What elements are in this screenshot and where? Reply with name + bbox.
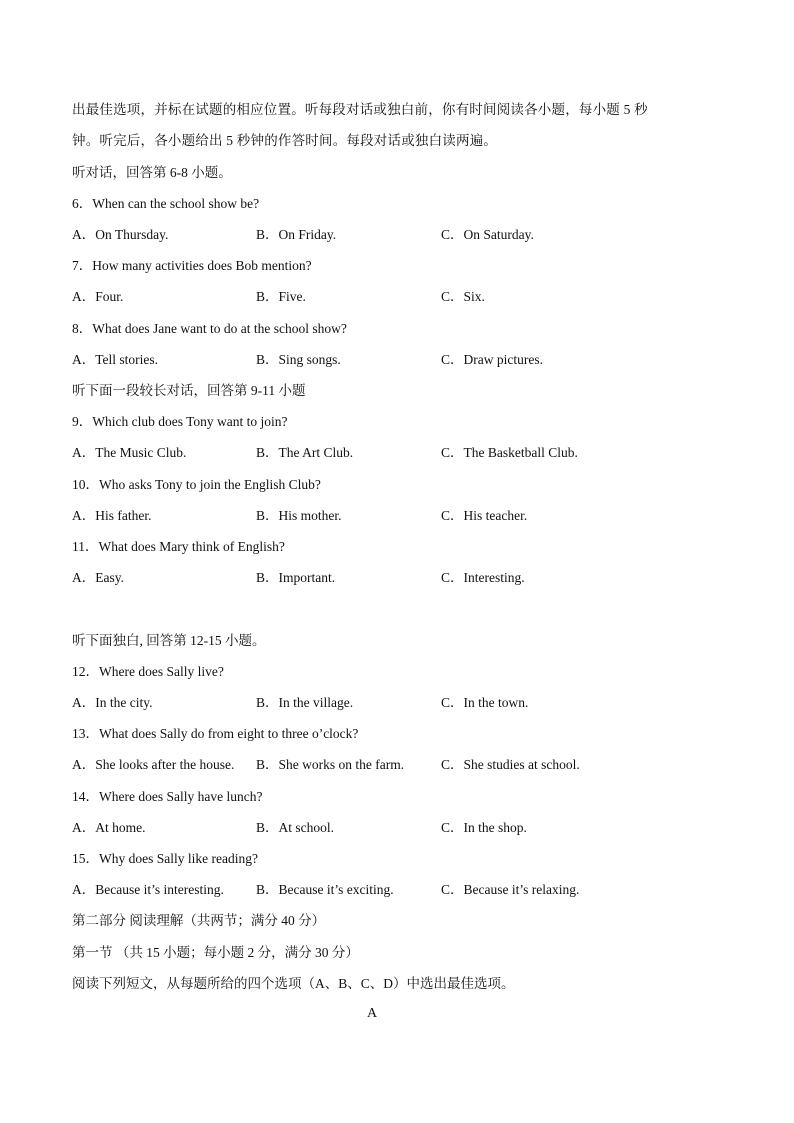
question-6-option-a: A．On Thursday. — [72, 227, 169, 242]
question-12-option-c: C．In the town. — [441, 695, 529, 710]
part2-instruction: 阅读下列短文，从每题所给的四个选项（A、B、C、D）中选出最佳选项。 — [72, 976, 515, 991]
question-11-option-a: A．Easy. — [72, 570, 124, 585]
question-6-option-b: B．On Friday. — [256, 227, 337, 242]
part2-section1-heading: 第一节 （共 15 小题；每小题 2 分，满分 30 分） — [72, 945, 359, 960]
question-13-stem: 13．What does Sally do from eight to three o’clock? — [72, 726, 359, 741]
question-12-option-b: B．In the village. — [256, 695, 354, 710]
intro-line-1: 出最佳选项，并标在试题的相应位置。听每段对话或独白前，你有时间阅读各小题，每小题 5 秒 — [72, 102, 648, 117]
question-7-stem: 7．How many activities does Bob mention? — [72, 258, 312, 273]
question-15-stem: 15．Why does Sally like reading? — [72, 851, 258, 866]
section-heading-6-8: 听对话，回答第 6-8 小题。 — [72, 165, 232, 180]
question-10-option-b: B．His mother. — [256, 508, 342, 523]
question-11-option-c: C．Interesting. — [441, 570, 525, 585]
passage-label: A — [366, 1006, 378, 1021]
question-12-stem: 12．Where does Sally live? — [72, 664, 224, 679]
question-14-option-b: B．At school. — [256, 820, 335, 835]
question-15-option-c: C．Because it’s relaxing. — [441, 882, 580, 897]
question-13-option-a: A．She looks after the house. — [72, 757, 235, 772]
question-12-option-a: A．In the city. — [72, 695, 153, 710]
question-8-stem: 8．What does Jane want to do at the school show? — [72, 321, 347, 336]
question-8-option-c: C．Draw pictures. — [441, 352, 543, 367]
question-14-option-a: A．At home. — [72, 820, 146, 835]
section-heading-9-11: 听下面一段较长对话，回答第 9-11 小题 — [72, 383, 306, 398]
question-9-option-a: A．The Music Club. — [72, 445, 187, 460]
question-9-option-c: C．The Basketball Club. — [441, 445, 578, 460]
question-9-stem: 9．Which club does Tony want to join? — [72, 414, 288, 429]
question-9-option-b: B．The Art Club. — [256, 445, 354, 460]
question-10-stem: 10．Who asks Tony to join the English Club? — [72, 477, 321, 492]
question-6-option-c: C．On Saturday. — [441, 227, 534, 242]
question-13-option-b: B．She works on the farm. — [256, 757, 405, 772]
question-8-option-a: A．Tell stories. — [72, 352, 159, 367]
question-15-option-a: A．Because it’s interesting. — [72, 882, 224, 897]
question-7-option-c: C．Six. — [441, 289, 485, 304]
question-7-option-b: B．Five. — [256, 289, 306, 304]
question-6-stem: 6．When can the school show be? — [72, 196, 260, 211]
question-10-option-a: A．His father. — [72, 508, 152, 523]
question-10-option-c: C．His teacher. — [441, 508, 528, 523]
question-7-option-a: A．Four. — [72, 289, 124, 304]
question-11-stem: 11．What does Mary think of English? — [72, 539, 285, 554]
question-8-option-b: B．Sing songs. — [256, 352, 341, 367]
part2-title: 第二部分 阅读理解（共两节；满分 40 分） — [72, 913, 326, 928]
section-heading-12-15: 听下面独白, 回答第 12-15 小题。 — [72, 633, 266, 648]
question-14-stem: 14．Where does Sally have lunch? — [72, 789, 263, 804]
question-14-option-c: C．In the shop. — [441, 820, 527, 835]
question-13-option-c: C．She studies at school. — [441, 757, 580, 772]
question-11-option-b: B．Important. — [256, 570, 336, 585]
intro-line-2: 钟。听完后，各小题给出 5 秒钟的作答时间。每段对话或独白读两遍。 — [72, 133, 498, 148]
question-15-option-b: B．Because it’s exciting. — [256, 882, 394, 897]
